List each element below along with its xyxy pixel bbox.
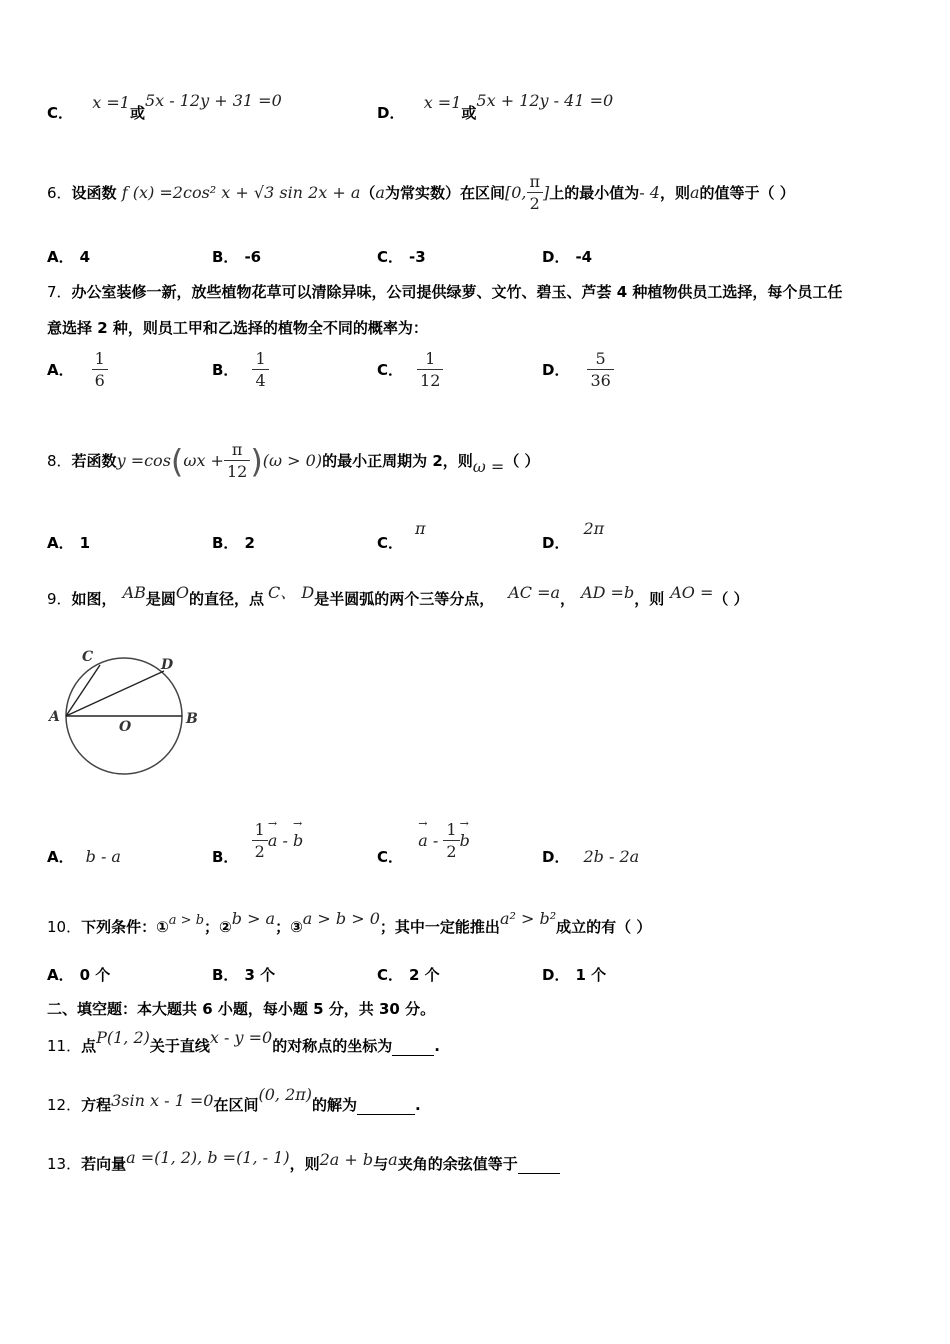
q7-option-d	[542, 349, 614, 392]
answer-blank[interactable]	[392, 1055, 434, 1056]
math-expr: a > b > 0	[302, 909, 380, 928]
question-number: 12．	[47, 1096, 82, 1114]
option-value: -3	[409, 248, 426, 266]
math-expr: a² > b²	[499, 909, 557, 928]
math-expr: AD =b	[581, 583, 635, 602]
text: 是圆	[145, 590, 176, 608]
option-label: D．	[542, 248, 570, 266]
text: 下列条件：①	[81, 918, 169, 936]
numerator: 1	[446, 820, 457, 839]
text: ；其中一定能推出	[379, 918, 500, 936]
option-label: C．	[377, 361, 404, 379]
question-7	[47, 281, 842, 302]
numerator: 1	[254, 820, 265, 839]
option-value: -6	[244, 248, 262, 266]
math-var: a	[388, 1150, 398, 1169]
label-c: C	[82, 649, 94, 665]
denominator: 12	[224, 460, 250, 483]
text: 是半圆弧的两个三等分点，	[314, 590, 495, 608]
option-label: B．	[212, 966, 239, 984]
question-number: 11．	[47, 1037, 82, 1055]
math-op: -	[277, 831, 293, 850]
numerator: 5	[595, 349, 606, 368]
text: 夹角的余弦值等于	[397, 1155, 518, 1173]
q9-option-b	[212, 820, 304, 866]
text: 成立的有（ ）	[556, 918, 652, 936]
q10-option-c	[377, 964, 440, 985]
math-expr: 2a + b	[319, 1150, 374, 1169]
option-label: B．	[212, 361, 239, 379]
fraction	[252, 820, 268, 863]
option-label: A．	[47, 534, 74, 552]
math-expr: C、 D	[268, 583, 315, 602]
option-label: C．	[377, 534, 404, 552]
math-expr: f (x) =2cos² x + √3 sin 2x + a	[121, 183, 361, 202]
q5-option-c	[47, 91, 282, 123]
question-number: 8．	[47, 452, 72, 470]
option-value: 3 个	[244, 966, 276, 984]
math-expr: ω =	[472, 457, 505, 476]
text: （ ）	[713, 590, 749, 608]
question-12	[47, 1085, 421, 1115]
denominator: 2	[527, 192, 543, 215]
text: 关于直线	[149, 1037, 210, 1055]
question-13	[47, 1148, 560, 1174]
text: 若函数	[71, 452, 117, 470]
math-expr: - 4	[639, 183, 660, 202]
q6-option-d	[542, 246, 592, 267]
math-expr: a =(1, 2), b =(1, - 1)	[126, 1148, 290, 1167]
fraction	[443, 820, 459, 863]
option-value: 2	[244, 534, 255, 552]
option-label: B．	[212, 534, 239, 552]
denominator: 6	[92, 369, 108, 392]
text: 若向量	[81, 1155, 127, 1173]
text: 的最小正周期为 2，则	[322, 452, 473, 470]
vector-a: → a	[268, 831, 278, 850]
fraction	[224, 440, 250, 483]
question-11	[47, 1028, 440, 1056]
q7-option-b	[212, 349, 269, 392]
math-expr: (0, 2π)	[258, 1085, 313, 1104]
numerator: π	[231, 440, 243, 459]
math-var: O	[175, 583, 190, 602]
option-value: 0 个	[79, 966, 111, 984]
question-6	[47, 172, 795, 215]
math-expr: 5x - 12y + 31 =0	[144, 91, 282, 110]
answer-blank[interactable]	[518, 1173, 560, 1174]
option-label: A．	[47, 966, 74, 984]
label-b: B	[186, 711, 198, 727]
text: ；②	[204, 918, 232, 936]
fraction	[587, 349, 613, 392]
question-number: 6．	[47, 184, 72, 202]
text: .	[415, 1096, 421, 1114]
label-o: O	[119, 719, 132, 735]
q6-option-c	[377, 246, 426, 267]
option-label: D．	[542, 534, 570, 552]
q9-option-a	[47, 846, 121, 867]
q6-option-a	[47, 246, 90, 267]
option-label: B．	[212, 848, 239, 866]
q7-option-c	[377, 349, 443, 392]
vector-a: → a	[418, 831, 428, 850]
math-var: a	[375, 183, 385, 202]
q6-option-b	[212, 246, 261, 267]
math-expr: x =1	[92, 93, 130, 112]
text: 与	[373, 1155, 389, 1173]
text: 方程	[81, 1096, 112, 1114]
math-expr: 5x + 12y - 41 =0	[476, 91, 614, 110]
circle-figure	[45, 645, 215, 780]
numerator: 1	[425, 349, 436, 368]
denominator: 12	[417, 369, 443, 392]
option-label: D．	[542, 848, 570, 866]
text: 意选择 2 种，则员工甲和乙选择的植物全不同的概率为：	[47, 319, 428, 337]
text: 的值等于（ ）	[699, 184, 795, 202]
q8-option-a	[47, 532, 90, 553]
q7-option-a	[47, 349, 108, 392]
q10-option-a	[47, 964, 110, 985]
q10-option-d	[542, 964, 606, 985]
text: 的直径，点	[189, 590, 265, 608]
option-label: B．	[212, 248, 239, 266]
fraction	[417, 349, 443, 392]
label-a: A	[49, 709, 60, 725]
option-label: C．	[377, 848, 404, 866]
answer-blank[interactable]	[357, 1114, 415, 1115]
option-value: 4	[79, 248, 91, 266]
text: ；③	[275, 918, 303, 936]
denominator: 36	[587, 369, 613, 392]
text: 办公室装修一新，放些植物花草可以清除异味，公司提供绿萝、文竹、碧玉、芦荟 4 种植物供员工选择，每个员工任	[71, 283, 843, 301]
q5-option-d	[377, 91, 614, 123]
question-number: 10．	[47, 918, 82, 936]
section-2-heading: 二、填空题：本大题共 6 小题，每小题 5 分，共 30 分。	[47, 1000, 436, 1018]
q9-option-d	[542, 846, 639, 867]
math-expr: (ω > 0)	[262, 451, 323, 470]
option-label: D．	[377, 104, 405, 122]
option-value: 1 个	[575, 966, 607, 984]
or-text: 或	[129, 104, 145, 122]
math-expr: x =1	[423, 93, 462, 112]
math-expr: P(1, 2)	[96, 1028, 150, 1047]
text: 如图，	[71, 590, 117, 608]
q9-option-c	[377, 820, 470, 866]
text: ，则	[634, 590, 665, 608]
text: 点	[81, 1037, 97, 1055]
denominator: 4	[252, 369, 268, 392]
math-expr: ωx +	[183, 451, 224, 470]
math-expr: a > b	[168, 913, 205, 928]
vector-b: → b	[293, 831, 303, 850]
denominator: 2	[443, 840, 459, 863]
option-label: D．	[542, 361, 570, 379]
math-op: -	[427, 831, 444, 850]
math-expr: [0,	[504, 183, 527, 202]
denominator: 2	[252, 840, 268, 863]
text: .	[434, 1037, 440, 1055]
numerator: π	[529, 172, 540, 191]
option-label: C．	[377, 248, 404, 266]
question-10	[47, 909, 652, 937]
math-expr: AB	[122, 583, 146, 602]
q8-option-c	[377, 519, 426, 553]
question-8: 8．若函数y =cos(ωx + $\frac{\pi}{12}$ )(ω > 0)的最小正周期为 2，则ω =（ ）	[47, 440, 540, 481]
label-d: D	[161, 657, 174, 673]
math-expr: 3sin x - 1 =0	[111, 1091, 214, 1110]
option-value: 2π	[583, 519, 605, 538]
option-label: A．	[47, 848, 74, 866]
text: 设函数	[71, 184, 117, 202]
vector-b: → b	[460, 831, 470, 850]
option-label: C．	[377, 966, 404, 984]
or-text: 或	[461, 104, 477, 122]
question-7-line2	[47, 317, 428, 338]
fraction	[92, 349, 108, 392]
math-expr: x - y =0	[209, 1028, 273, 1047]
question-9	[47, 583, 749, 609]
text: 的解为	[312, 1096, 358, 1114]
text: ，则	[659, 184, 690, 202]
math-var: a	[689, 183, 700, 202]
q10-option-b	[212, 964, 275, 985]
question-number: 7．	[47, 283, 72, 301]
text: （	[360, 184, 376, 202]
q8-option-d	[542, 519, 605, 553]
text: 的对称点的坐标为	[272, 1037, 393, 1055]
option-label: D．	[542, 966, 570, 984]
option-value: -4	[575, 248, 593, 266]
text: 上的最小值为	[549, 184, 640, 202]
question-number: 13．	[47, 1155, 82, 1173]
text: 在区间	[213, 1096, 259, 1114]
fraction	[526, 172, 543, 215]
text: ，	[560, 590, 576, 608]
option-value: π	[415, 519, 426, 538]
numerator: 1	[255, 349, 266, 368]
math-expr: AO =	[670, 583, 714, 602]
fraction	[252, 349, 268, 392]
text: ，则	[289, 1155, 320, 1173]
text: 为常实数）在区间	[384, 184, 505, 202]
question-number: 9．	[47, 590, 72, 608]
math-expr: y =cos	[116, 451, 171, 470]
option-value: 1	[79, 534, 91, 552]
math-expr: AC =a	[508, 583, 561, 602]
option-label: A．	[47, 361, 74, 379]
option-label: A．	[47, 248, 74, 266]
q8-option-b	[212, 532, 255, 553]
option-value: 2 个	[409, 966, 440, 984]
math-expr: ]	[543, 183, 550, 202]
text: （ ）	[504, 452, 540, 470]
option-value: 2b - 2a	[583, 847, 640, 866]
numerator: 1	[94, 349, 105, 368]
math-expr: b > a	[231, 909, 276, 928]
option-label: C．	[47, 104, 74, 122]
option-value: b - a	[85, 847, 121, 866]
